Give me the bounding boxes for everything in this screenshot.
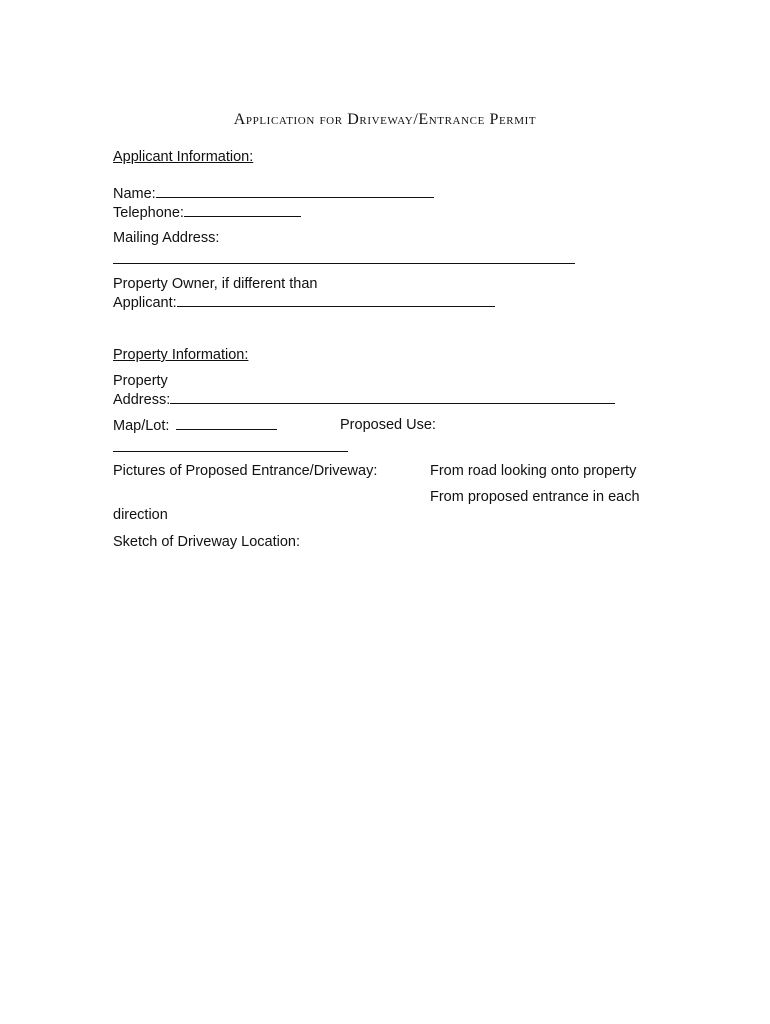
applicant-info-heading: Applicant Information: [113,149,254,165]
sketch-label: Sketch of Driveway Location: [113,534,300,550]
pictures-label: Pictures of Proposed Entrance/Driveway: [113,463,378,479]
maplot-label: Map/Lot: [113,418,170,434]
mailing-address-field[interactable] [113,263,575,264]
proposed-use-label: Proposed Use: [340,417,436,433]
proposed-use-field[interactable] [113,451,348,452]
document-title: Application for Driveway/Entrance Permit [233,111,537,128]
property-address-label-line2: Address: [113,392,171,408]
maplot-field[interactable] [176,416,277,430]
name-row [113,184,434,203]
owner-label-line2: Applicant: [113,295,177,311]
name-field[interactable] [156,184,434,198]
owner-row [113,293,495,312]
telephone-field[interactable] [184,203,301,217]
telephone-row [113,203,301,222]
picture-option-road: From road looking onto property [430,463,637,479]
property-address-row [113,390,615,409]
maplot-row [113,416,277,435]
picture-option-entrance: From proposed entrance in each [430,489,640,505]
picture-option-entrance-cont: direction [113,507,168,523]
owner-field[interactable] [177,293,495,307]
telephone-label: Telephone: [113,205,184,221]
property-address-label-line1: Property [113,373,168,389]
name-label: Name: [113,186,156,202]
property-address-field[interactable] [170,390,615,404]
property-info-heading: Property Information: [113,347,249,363]
owner-label-line1: Property Owner, if different than [113,276,318,292]
mailing-address-label: Mailing Address: [113,230,220,246]
